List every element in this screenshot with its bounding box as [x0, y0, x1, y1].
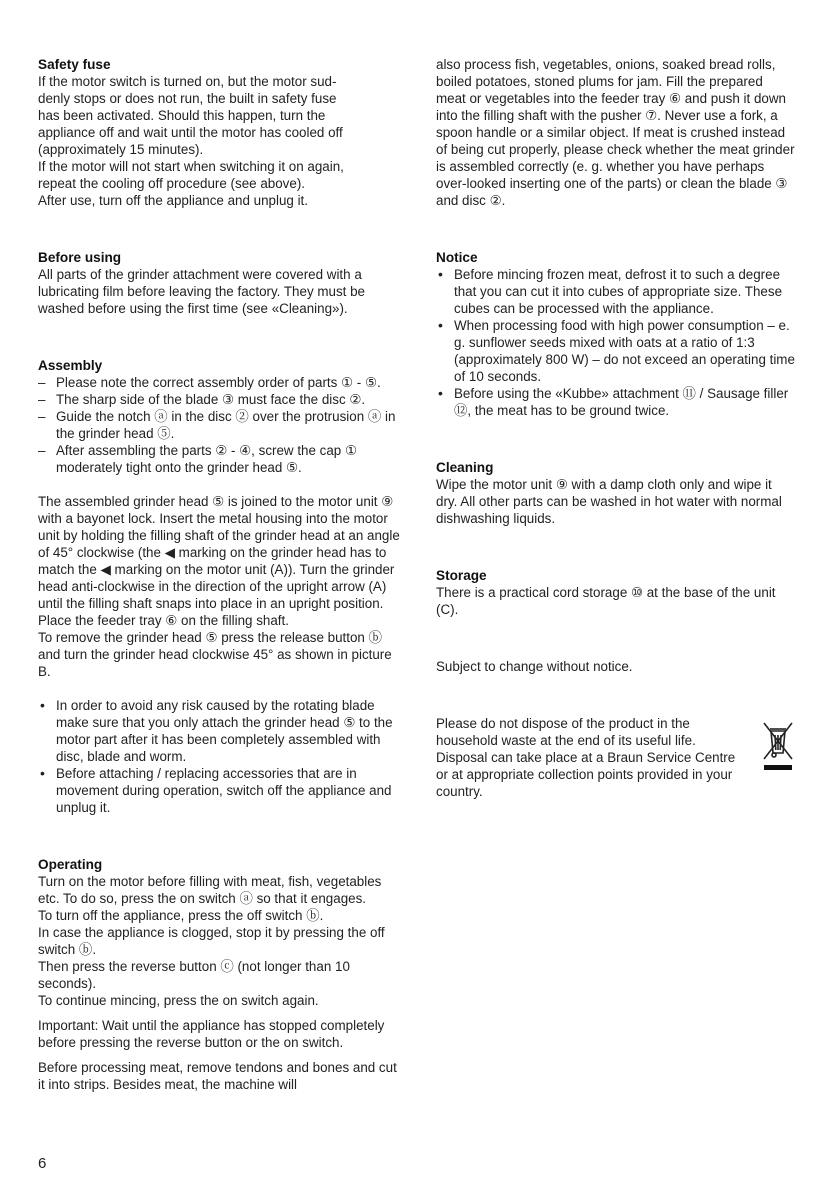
operating-line: In case the appliance is clogged, stop it by pressing the off switch ⓑ.	[38, 925, 385, 957]
list-item: – Guide the notch ⓐ in the disc ② over the protrusion ⓐ in the grinder head ⑤.	[38, 408, 400, 442]
left-column	[38, 56, 400, 1093]
assembly-dash-list	[38, 374, 400, 476]
right-column	[436, 56, 796, 800]
list-item: – After assembling the parts ② - ④, screw the cap ① moderately tight onto the grinder head ⑤.	[38, 442, 400, 476]
operating-line: Then press the reverse button ⓒ (not longer than 10 seconds).	[38, 959, 350, 991]
safety-line: has been activated. Should this happen, turn the	[38, 108, 326, 123]
list-item: – Please note the correct assembly order of parts ① - ⑤.	[38, 374, 400, 391]
safety-line: appliance off and wait until the motor has cooled off	[38, 125, 343, 140]
safety-line: (approximately 15 minutes).	[38, 142, 204, 157]
assembly-paragraph: The assembled grinder head ⑤ is joined to the motor unit ⑨ with a bayonet lock. Insert the metal housing into the motor unit by holding the filling shaft of the grinder head at an angle of 45° clockwise (the ◀ marking on the grinder head has to match the ◀ marking on the motor unit (A)). Turn the grinder head anti-clockwise in the direction of the upright arrow (A) until the filling shaft snaps into place in an upright position. Place the feeder tray ⑥ on the filling shaft.	[38, 494, 400, 628]
notice-section	[436, 249, 796, 419]
list-item: • When processing food with high power consumption – e. g. sunflower seeds mixed with oats at a ratio of 1:3 (approximately 800 W) – do not exceed an operating time of 10 seconds.	[436, 317, 796, 385]
assembly-section	[38, 357, 400, 816]
notice-bullet-list	[436, 266, 796, 419]
before-using-section	[38, 249, 400, 317]
cleaning-text: Wipe the motor unit ⑨ with a damp cloth only and wipe it dry. All other parts can be washed in hot water with normal dishwashing liquids.	[436, 477, 782, 526]
list-item: • In order to avoid any risk caused by the rotating blade make sure that you only attach the grinder head ⑤ to the motor part after it has been completely assembled with disc, blade and worm.	[38, 697, 400, 765]
safety-line: repeat the cooling off procedure (see above).	[38, 176, 305, 191]
cleaning-heading: Cleaning	[436, 460, 494, 475]
list-item: – The sharp side of the blade ③ must face the disc ②.	[38, 391, 400, 408]
operating-line: To continue mincing, press the on switch again.	[38, 993, 319, 1008]
safety-fuse-section	[38, 56, 400, 209]
continued-paragraph: also process fish, vegetables, onions, soaked bread rolls, boiled potatoes, stoned plums for jam. Fill the prepared meat or vegetables into the feeder tray ⑥ and push it down into the filling shaft with the pusher ⑦. Never use a fork, a spoon handle or a similar object. If meat is crushed instead of being cut properly, please check whether the meat grinder is assembled correctly (e. g. whether you have perhaps over-looked inserting one of the parts) or clean the blade ③ and disc ②.	[436, 57, 795, 208]
list-item: • Before using the «Kubbe» attachment ⑪ / Sausage filler ⑫, the meat has to be ground twice.	[436, 385, 796, 419]
operating-heading: Operating	[38, 857, 103, 872]
list-item: • Before mincing frozen meat, defrost it to such a degree that you can cut it into cubes of appropriate size. These cubes can be processed with the appliance.	[436, 266, 796, 317]
safety-line: If the motor switch is turned on, but the motor sud-	[38, 74, 337, 89]
cleaning-section	[436, 459, 796, 527]
crossed-out-wheelie-bin-icon	[760, 719, 796, 773]
assembly-paragraph: To remove the grinder head ⑤ press the release button ⓑ and turn the grinder head clockwise 45° as shown in picture B.	[38, 630, 392, 679]
safety-fuse-heading: Safety fuse	[38, 57, 111, 72]
subject-to-change: Subject to change without notice.	[436, 659, 633, 674]
storage-section	[436, 567, 796, 618]
assembly-bullet-list	[38, 697, 400, 816]
list-item: • Before attaching / replacing accessories that are in movement during operation, switch off the appliance and unplug it.	[38, 765, 400, 816]
storage-text: There is a practical cord storage ⑩ at the base of the unit (C).	[436, 585, 776, 617]
page-number: 6	[38, 1155, 47, 1172]
disposal-text: Please do not dispose of the product in the household waste at the end of its useful life. Disposal can take place at a Braun Service Centre or at appropriate collection points provided in your country.	[436, 716, 736, 799]
before-processing-text: Before processing meat, remove tendons and bones and cut it into strips. Besides meat, the machine will	[38, 1060, 397, 1092]
before-using-heading: Before using	[38, 250, 122, 265]
safety-line: denly stops or does not run, the built in safety fuse	[38, 91, 337, 106]
notice-heading: Notice	[436, 250, 478, 265]
operating-line: To turn off the appliance, press the off switch ⓑ.	[38, 908, 324, 923]
before-using-text: All parts of the grinder attachment were covered with a lubricating film before leaving the factory. They must be washed before using the first time (see «Cleaning»).	[38, 267, 365, 316]
important-note: Important: Wait until the appliance has stopped completely before pressing the reverse button or the on switch.	[38, 1018, 385, 1050]
disposal-section	[436, 715, 796, 800]
safety-line: After use, turn off the appliance and unplug it.	[38, 193, 308, 208]
safety-line: If the motor will not start when switching it on again,	[38, 159, 344, 174]
storage-heading: Storage	[436, 568, 487, 583]
operating-line: Turn on the motor before filling with meat, fish, vegetables etc. To do so, press the on switch ⓐ so that it engages.	[38, 874, 382, 906]
operating-section	[38, 856, 400, 1093]
assembly-heading: Assembly	[38, 358, 103, 373]
